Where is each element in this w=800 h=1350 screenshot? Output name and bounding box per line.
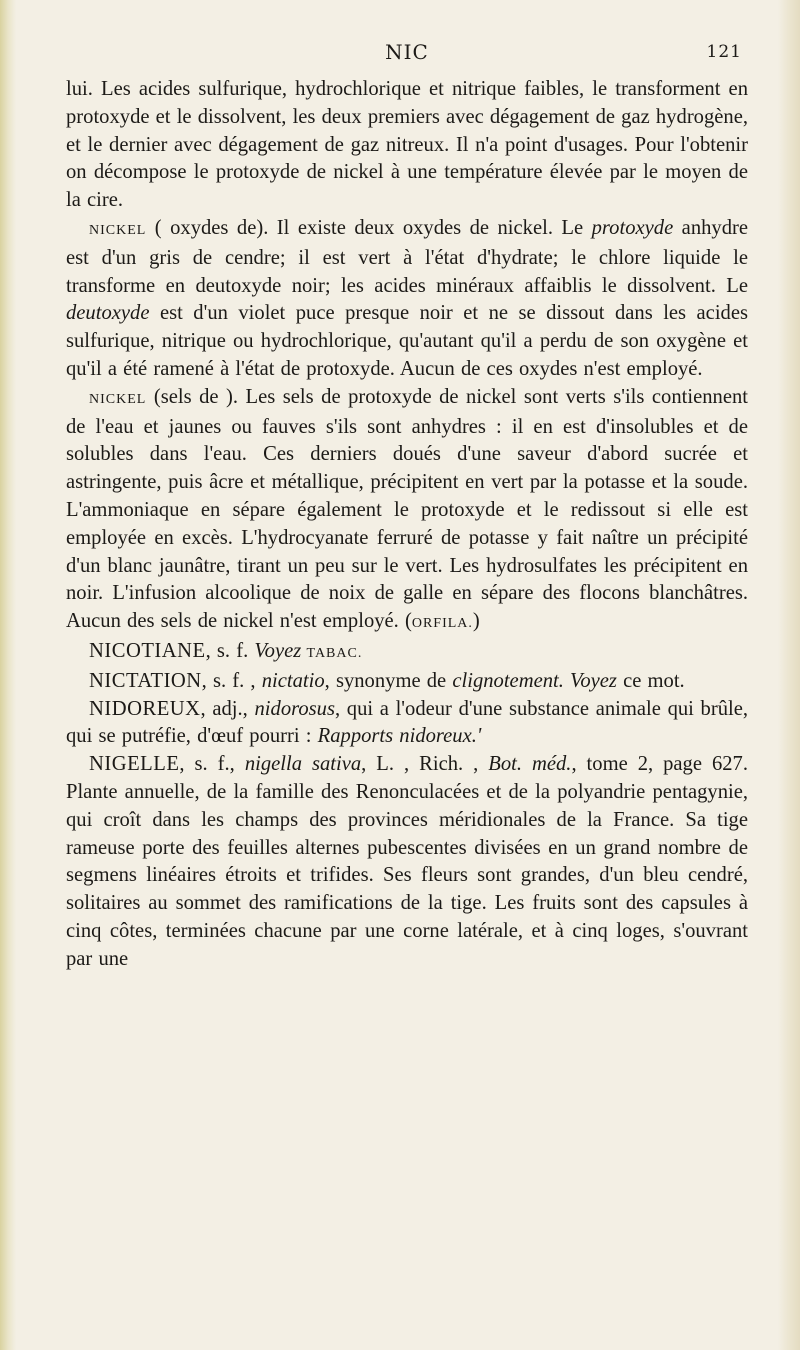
page-number: 121 [706,42,742,62]
entry-nictation: NICTATION, s. f. , nictatio, synonyme de clignotement. Voyez ce mot. [89,669,685,692]
entry-headword: NICTATION [89,669,202,692]
entry-headword: NICKEL [89,391,147,407]
bibliographic-reference: Bot. méd. [488,753,572,776]
synonym-term: clignotement. Voyez [452,669,617,692]
term-protoxyde: protoxyde [591,216,674,239]
entry-nicotiane: NICOTIANE, s. f. Voyez TABAC. [89,639,363,662]
paragraph-continuation: lui. Les acides sulfurique, hydrochlorique et nitrique faibles, le transforment en protoxyde et le dissolvent, les deux premiers avec dégagement de gaz hydrogène, et le dernier avec dégagement de gaz nitreux. Il n'a point d'usages. Pour l'obtenir on décompose le protoxyde de nickel à une température élevée par le moyen de la cire. [66,78,748,212]
entry-nidoreux: NIDOREUX, adj., nidorosus, qui a l'odeur d'une substance animale qui brûle, qui se putréfie, d'œuf pourri : Rapports nidoreux.' [66,697,749,748]
page-header [66,40,748,76]
term-deutoxyde: deutoxyde [66,302,150,325]
latin-term: nidorosus [254,697,335,720]
cross-reference-target: TABAC. [301,645,363,661]
example-term: Rapports nidoreux.' [317,725,482,748]
page-body [66,76,748,974]
entry-headword: NIDOREUX [89,697,201,720]
entry-nigelle: NIGELLE, s. f., nigella sativa, L. , Rich. , Bot. méd., tome 2, page 627. Plante annuelle, de la famille des Renonculacées et de la polyandrie pentagynie, qui croît dans les champs des provinces méridionales de la France. Sa tige rameuse porte des feuilles alternes pubescentes divisées en un grand nombre de segmens linéaires étroits et trifides. Ses fleurs sont grandes, d'un bleu cendré, solitaires au sommet des ramifications de la tige. Les fruits sont des capsules à cinq côtes, terminées chacune par une corne latérale, et à cinq loges, s'ouvrant par une [66,753,749,970]
entry-nickel-sels: NICKEL (sels de ). Les sels de protoxyde de nickel sont verts s'ils contiennent de l'eau et jaunes ou fauves s'ils sont anhydres : il en est d'insolubles et de solubles dans l'eau. Ces derniers doués d'une saveur d'abord sucrée et astringente, puis âcre et métallique, précipitent en vert par la potasse et la soude. L'ammoniaque en sépare également le protoxyde et le redissout si elle est employée en excès. L'hydrocyanate ferruré de potasse y fait naître un précipité d'un blanc jaunâtre, tirant un peu sur le vert. Les hydrosulfates les précipitent en noir. L'infusion alcoolique de noix de galle en sépare des flocons blanchâtres. Aucun des sels de nickel n'est employé. (ORFILA.) [66,385,748,633]
author-signature: ORFILA. [411,616,473,632]
latin-term: nictatio [261,669,325,692]
page-edge [778,0,800,1350]
entry-nickel-oxydes: NICKEL ( oxydes de). Il existe deux oxydes de nickel. Le protoxyde anhydre est d'un gris de cendre; il est vert à l'état d'hydrate; le chlore liquide le transforme en deutoxyde noir; les acides minéraux affaiblis le dissolvent. Le deutoxyde est d'un violet puce presque noir et ne se dissout dans les acides sulfurique, nitrique ou hydrochlorique, qu'autant qu'il a perdu de son oxygène et qu'il a été ramené à l'état de protoxyde. Aucun de ces oxydes n'est employé. [66,216,749,380]
cross-reference-label: Voyez [254,639,302,662]
running-head: NIC [385,40,429,64]
latin-term: nigella sativa [244,753,362,776]
entry-headword: NICKEL [89,222,147,238]
binding-edge [0,0,16,1350]
entry-headword: NICOTIANE [89,639,206,662]
entry-headword: NIGELLE [89,753,180,776]
book-page [66,40,748,974]
